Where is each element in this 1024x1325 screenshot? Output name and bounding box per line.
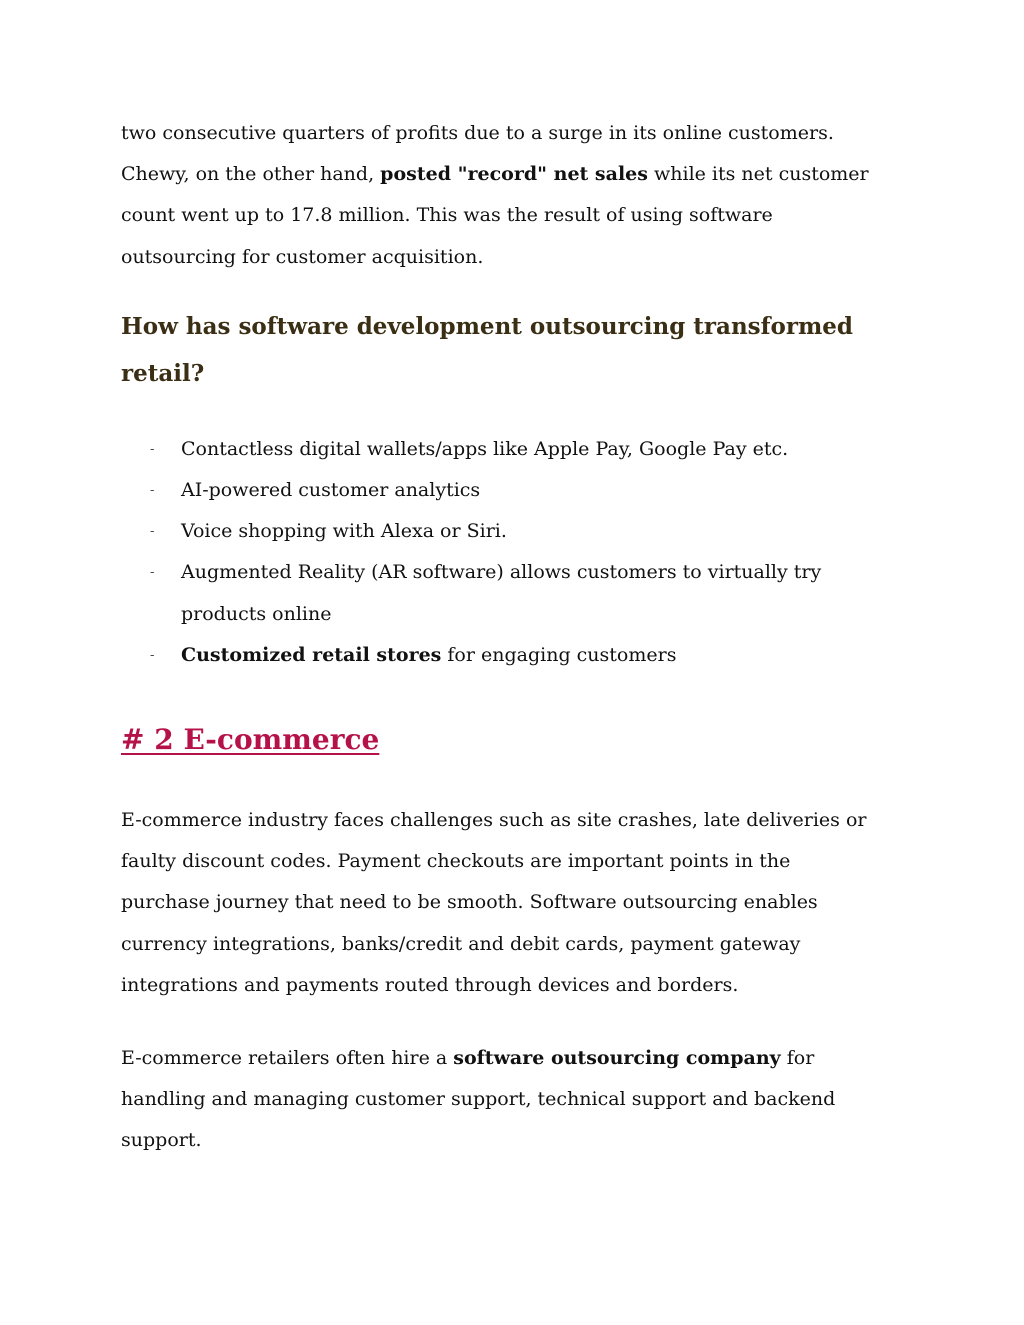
ecommerce-p2-bold-phrase: software outsourcing company bbox=[453, 1047, 781, 1070]
intro-line-1: two consecutive quarters of profits due to a surge in its online customers. bbox=[121, 122, 834, 144]
intro-line-2-pre: Chewy, on the other hand, bbox=[121, 163, 381, 186]
section-heading-line-1: How has software development outsourcing transformed bbox=[121, 312, 854, 340]
document-page bbox=[121, 113, 901, 1162]
list-item bbox=[121, 429, 901, 470]
bullet-text: AI-powered customer analytics bbox=[181, 479, 481, 502]
intro-line-2-post: while its net customer bbox=[647, 163, 869, 186]
bullet-marker: - bbox=[150, 565, 155, 581]
ecommerce-p2-line-2: handling and managing customer support, technical support and backend bbox=[121, 1088, 836, 1111]
section-heading-line-2: retail? bbox=[121, 359, 205, 387]
ecommerce-p1-line-1: E-commerce industry faces challenges such as site crashes, late deliveries or bbox=[121, 809, 867, 832]
ecommerce-p1-line-5: integrations and payments routed through devices and borders. bbox=[121, 973, 739, 996]
list-item bbox=[121, 635, 901, 676]
ecommerce-p1-line-2: faulty discount codes. Payment checkouts are important points in the bbox=[121, 850, 791, 873]
bullet-text: for engaging customers bbox=[441, 643, 677, 666]
bullet-list bbox=[121, 429, 901, 676]
bullet-marker: - bbox=[150, 483, 155, 499]
bullet-bold-text: Customized retail stores bbox=[181, 643, 442, 666]
bullet-marker: - bbox=[150, 647, 155, 663]
intro-line-4: outsourcing for customer acquisition. bbox=[121, 245, 484, 268]
bullet-marker: - bbox=[150, 441, 155, 457]
bullet-text: Voice shopping with Alexa or Siri. bbox=[181, 520, 507, 543]
bullet-marker: - bbox=[150, 524, 155, 540]
ecommerce-paragraph-1 bbox=[121, 800, 901, 1006]
ecommerce-heading-link[interactable]: # 2 E-commerce bbox=[121, 723, 380, 757]
list-item bbox=[121, 470, 901, 511]
ecommerce-paragraph-2 bbox=[121, 1038, 901, 1162]
ecommerce-p2-line-1-pre: E-commerce retailers often hire a bbox=[121, 1047, 454, 1070]
intro-bold-phrase: posted "record" net sales bbox=[380, 163, 648, 186]
bullet-text-line-1: Augmented Reality (AR software) allows customers to virtually try bbox=[181, 561, 822, 584]
list-item bbox=[121, 511, 901, 552]
list-item bbox=[121, 552, 901, 634]
ecommerce-p1-line-4: currency integrations, banks/credit and debit cards, payment gateway bbox=[121, 932, 801, 955]
intro-line-3: count went up to 17.8 million. This was the result of using software bbox=[121, 204, 773, 227]
section-heading bbox=[121, 303, 901, 397]
ecommerce-p1-line-3: purchase journey that need to be smooth. Software outsourcing enables bbox=[121, 891, 818, 914]
intro-paragraph bbox=[121, 113, 901, 278]
ecommerce-p2-line-3: support. bbox=[121, 1129, 202, 1152]
bullet-text: Contactless digital wallets/apps like Apple Pay, Google Pay etc. bbox=[181, 437, 789, 460]
bullet-text-line-2: products online bbox=[181, 602, 332, 625]
ecommerce-p2-line-1-post: for bbox=[780, 1047, 815, 1070]
